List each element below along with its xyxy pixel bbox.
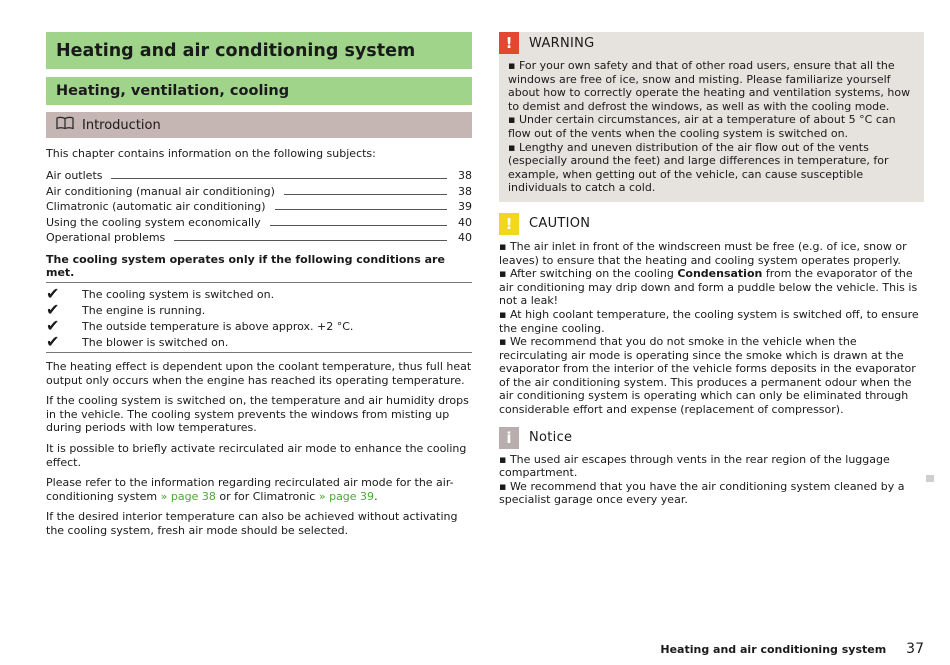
toc-label: Operational problems — [46, 231, 166, 245]
bullet-text: Under certain circumstances, air at a temperature of about 5 °C can flow out of the vents when the cooling system is switched on. — [508, 113, 896, 140]
page-link[interactable]: » page 38 — [160, 489, 216, 503]
bullet-text: The used air escapes through vents in the rear region of the luggage compartment. — [499, 452, 890, 480]
toc-page: 40 — [458, 215, 472, 229]
checklist-item — [46, 302, 472, 318]
section-end-marker — [926, 475, 934, 482]
warning-box — [499, 32, 924, 202]
chapter-title-text: Heating and air conditioning system — [56, 40, 416, 61]
paragraph-text: . — [374, 489, 378, 503]
toc-entry[interactable] — [46, 182, 472, 198]
toc-page: 39 — [458, 200, 472, 214]
warning-title: WARNING — [529, 35, 595, 51]
right-column — [499, 32, 924, 507]
section-title-text: Heating, ventilation, cooling — [56, 83, 290, 99]
book-icon — [56, 116, 82, 134]
caution-title: CAUTION — [529, 216, 591, 232]
paragraph: If the cooling system is switched on, the temperature and air humidity drops in the vehicle. The cooling system prevents the windows from misting up during periods with low temperatures. — [46, 394, 469, 435]
toc-page: 38 — [458, 184, 472, 198]
conditions-heading: The cooling system operates only if the following conditions are met. — [46, 253, 472, 283]
caution-bullets — [499, 235, 924, 417]
toc-entry[interactable] — [46, 167, 472, 183]
page-link[interactable]: » page 39 — [318, 489, 375, 503]
toc-leader — [284, 194, 447, 195]
footer-title: Heating and air conditioning system — [660, 643, 887, 656]
bullet-item: ▪ The used air escapes through vents in the rear region of the luggage compartment. — [499, 452, 890, 480]
toc-leader — [174, 240, 447, 241]
toc-entry[interactable] — [46, 198, 472, 214]
checkmark-icon: ✔ — [46, 284, 60, 304]
checkmark-icon: ✔ — [46, 332, 60, 352]
bullet-text: Lengthy and uneven distribution of the air flow out of the vents (especially around the feet) and large differences in temperature, for example, when getting out of the vehicle, can cause susceptible individuals to catch a cold. — [508, 140, 889, 195]
section-title — [46, 77, 472, 105]
caution-header — [499, 213, 924, 235]
checkmark-icon: ✔ — [46, 316, 60, 336]
left-column — [46, 32, 472, 538]
notice-header — [499, 427, 924, 449]
paragraph: It is possible to briefly activate recirculated air mode to enhance the cooling effect. — [46, 442, 467, 469]
paragraph-text: Please refer to the information regarding recirculated air mode for the air-conditioning system — [46, 476, 454, 503]
bullet-item: ▪ Under certain circumstances, air at a temperature of about 5 °C can flow out of the vents when the cooling system is switched on. — [508, 113, 896, 140]
introduction-title: Introduction — [82, 117, 161, 133]
checklist-text: The blower is switched on. — [82, 335, 229, 349]
table-of-contents — [46, 167, 472, 245]
toc-page: 38 — [458, 169, 472, 183]
bullet-text: We recommend that you have the air conditioning system cleaned by a specialist garage once every year. — [499, 479, 905, 507]
paragraph: If the desired interior temperature can also be achieved without activating the cooling system, fresh air mode should be selected. — [46, 510, 458, 538]
checklist-text: The engine is running. — [82, 303, 206, 317]
paragraph: The heating effect is dependent upon the coolant temperature, thus full heat output only occurs when the engine has reached its operating temperature. — [46, 360, 472, 387]
checklist-text: The cooling system is switched on. — [82, 287, 275, 301]
warning-header — [499, 32, 924, 54]
warning-bullets — [499, 54, 924, 195]
toc-entry[interactable] — [46, 229, 472, 245]
toc-leader — [270, 225, 447, 226]
page-footer — [660, 641, 924, 657]
checkmark-icon: ✔ — [46, 300, 60, 320]
conditions-checklist — [46, 283, 472, 353]
bullet-item: ▪ The air inlet in front of the windscreen must be free (e.g. of ice, snow or leaves) to ensure that the heating and cooling system operates properly. — [499, 239, 907, 267]
bullet-text: At high coolant temperature, the cooling system is switched off, to ensure the engine cooling. — [499, 307, 919, 335]
bullet-text: from the evaporator of the air conditioning may drip down and form a puddle below the vehicle. This is not a leak! — [499, 267, 918, 308]
chapter-title — [46, 32, 472, 69]
bullet-text: We recommend that you do not smoke in the vehicle when the recirculating air mode is operating since the smoke which is drawn at the evaporator from the interior of the vehicle forms deposits in the evaporator of the air conditioning system. This produces a permanent odour when the air conditioning system is operating which can only be eliminated through considerable effort and expense (replacement of compressor). — [499, 335, 916, 417]
bullet-item: ▪ At high coolant temperature, the cooling system is switched off, to ensure the engine cooling. — [499, 307, 919, 335]
checklist-item — [46, 286, 472, 302]
toc-page: 40 — [458, 231, 472, 245]
introduction-heading — [46, 112, 472, 138]
bullet-item: ▪ After switching on the cooling Condensation from the evaporator of the air conditioning may drip down and form a puddle below the vehicle. This is not a leak! — [499, 267, 918, 308]
bullet-item: ▪ We recommend that you do not smoke in the vehicle when the recirculating air mode is operating since the smoke which is drawn at the evaporator from the interior of the vehicle forms deposits in the evaporator of the air conditioning system. This produces a permanent odour when the air conditioning system is operating which can only be eliminated through considerable effort and expense (replacement of compressor). — [499, 335, 916, 417]
exclamation-icon: ! — [499, 32, 519, 54]
intro-lead: This chapter contains information on the following subjects: — [46, 147, 376, 160]
notice-bullets — [499, 449, 924, 507]
bullet-item: ▪ Lengthy and uneven distribution of the air flow out of the vents (especially around the feet) and large differences in temperature, for example, when getting out of the vehicle, can cause susceptible individuals to catch a cold. — [508, 140, 889, 195]
toc-label: Air outlets — [46, 169, 103, 183]
bullet-text: The air inlet in front of the windscreen must be free (e.g. of ice, snow or leaves) to ensure that the heating and cooling system operates properly. — [499, 239, 907, 267]
notice-box — [499, 427, 924, 507]
info-icon: i — [499, 427, 519, 449]
checklist-text: The outside temperature is above approx. +2 °C. — [82, 319, 354, 333]
toc-leader — [275, 209, 447, 210]
bullet-item: ▪ We recommend that you have the air conditioning system cleaned by a specialist garage once every year. — [499, 479, 905, 507]
bullet-emphasis: Condensation — [677, 267, 763, 281]
notice-title: Notice — [529, 430, 573, 446]
toc-leader — [111, 178, 447, 179]
toc-label: Climatronic (automatic air conditioning) — [46, 200, 266, 214]
toc-label: Air conditioning (manual air conditioning) — [46, 184, 275, 198]
page-number: 37 — [906, 641, 924, 657]
paragraph-text: or for Climatronic — [215, 489, 319, 503]
caution-box — [499, 213, 924, 417]
bullet-text: For your own safety and that of other road users, ensure that all the windows are free of ice, snow and misting. Please familiarize yourself about how to correctly operate the heating and ventilation systems, how to demist and defrost the windows, as well as with the cooling mode. — [508, 59, 911, 113]
bullet-text: After switching on the cooling — [509, 267, 678, 281]
toc-entry[interactable] — [46, 213, 472, 229]
bullet-item: ▪ For your own safety and that of other road users, ensure that all the windows are free of ice, snow and misting. Please familiarize yourself about how to correctly operate the heating and ventilation systems, how to demist and defrost the windows, as well as with the cooling mode. — [508, 59, 911, 113]
checklist-item — [46, 318, 472, 334]
checklist-item — [46, 334, 472, 350]
toc-label: Using the cooling system economically — [46, 215, 261, 229]
paragraph-with-links — [46, 476, 472, 503]
exclamation-icon: ! — [499, 213, 519, 235]
